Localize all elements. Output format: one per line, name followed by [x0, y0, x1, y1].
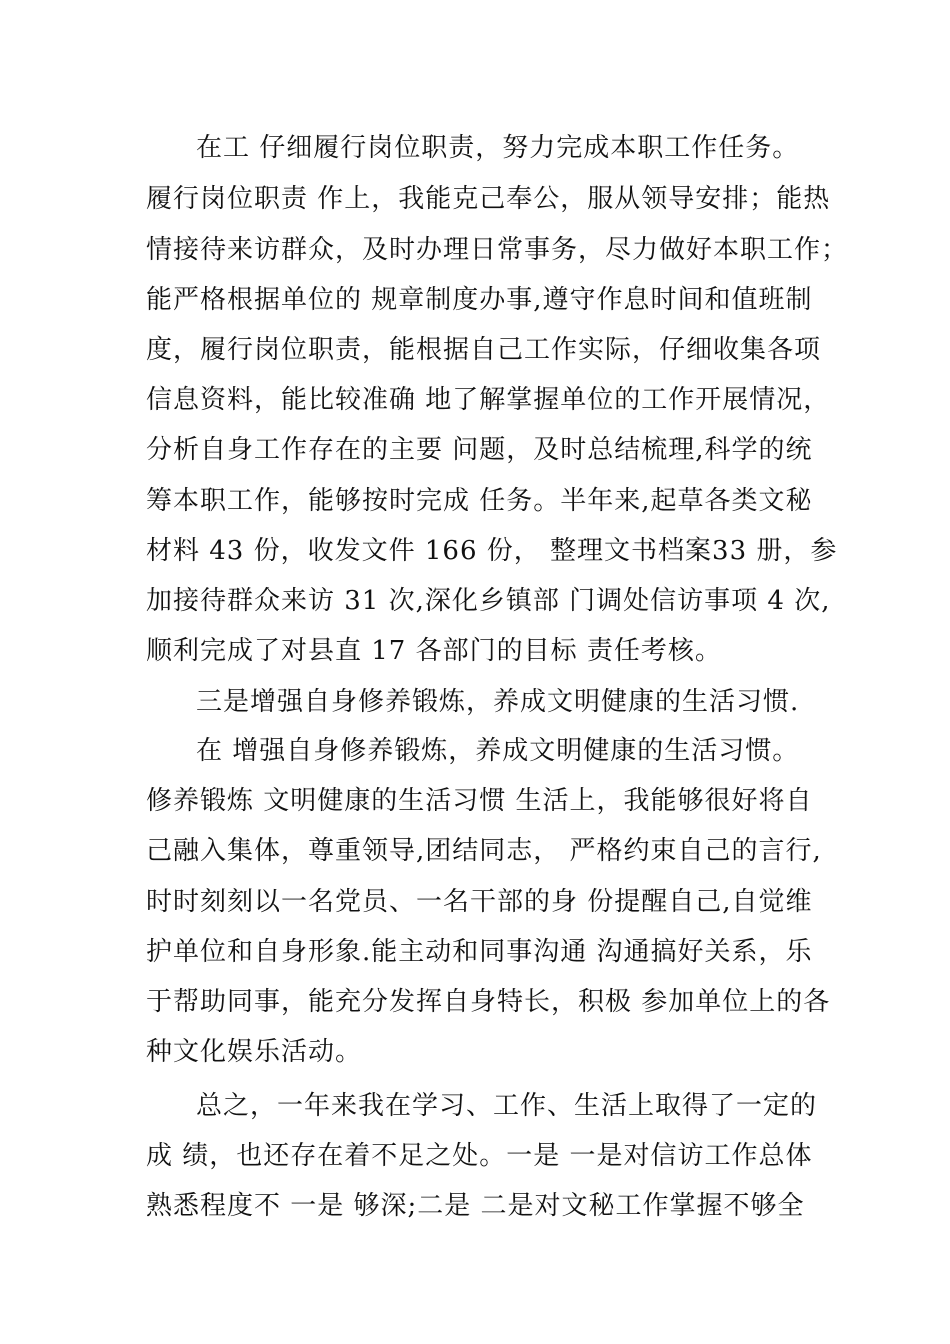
text-line: 加接待群众来访 31 次,深化乡镇部 门调处信访事项 4 次, — [146, 586, 831, 616]
text-line: 三是增强自身修养锻炼，养成文明健康的生活习惯. — [196, 687, 800, 717]
text-line: 种文化娱乐活动。 — [146, 1037, 363, 1067]
text-line: 修养锻炼 文明健康的生活习惯 生活上，我能够很好将自 — [146, 786, 813, 816]
text-line: 信息资料，能比较准确 地了解掌握单位的工作开展情况， — [146, 385, 831, 415]
text-line: 在工 仔细履行岗位职责，努力完成本职工作任务。 — [196, 133, 800, 163]
text-line: 筹本职工作，能够按时完成 任务。半年来,起草各类文秘 — [146, 486, 813, 516]
text-line: 总之，一年来我在学习、工作、生活上取得了一定的 — [196, 1091, 818, 1121]
text-line: 在 增强自身修养锻炼，养成文明健康的生活习惯。 — [196, 736, 800, 766]
text-line: 顺利完成了对县直 17 各部门的目标 责任考核。 — [146, 636, 722, 666]
text-line: 情接待来访群众，及时办理日常事务，尽力做好本职工作； — [146, 235, 849, 265]
text-line: 材料 43 份，收发文件 166 份， 整理文书档案33 册，参 — [146, 536, 838, 566]
text-line: 成 绩，也还存在着不足之处。一是 一是对信访工作总体 — [146, 1141, 813, 1171]
text-line: 于帮助同事，能充分发挥自身特长，积极 参加单位上的各 — [146, 987, 831, 1017]
text-line: 时时刻刻以一名党员、一名干部的身 份提醒自己,自觉维 — [146, 887, 813, 917]
text-line: 护单位和自身形象.能主动和同事沟通 沟通搞好关系，乐 — [146, 937, 813, 967]
text-line: 能严格根据单位的 规章制度办事,遵守作息时间和值班制 — [146, 285, 813, 315]
text-line: 度，履行岗位职责，能根据自己工作实际，仔细收集各项 — [146, 335, 822, 365]
text-line: 己融入集体，尊重领导,团结同志， 严格约束自己的言行, — [146, 836, 822, 866]
text-line: 熟悉程度不 一是 够深;二是 二是对文秘工作掌握不够全 — [146, 1191, 805, 1221]
text-line: 分析自身工作存在的主要 问题，及时总结梳理,科学的统 — [146, 435, 813, 465]
text-line: 履行岗位职责 作上，我能克己奉公，服从领导安排；能热 — [146, 184, 831, 214]
